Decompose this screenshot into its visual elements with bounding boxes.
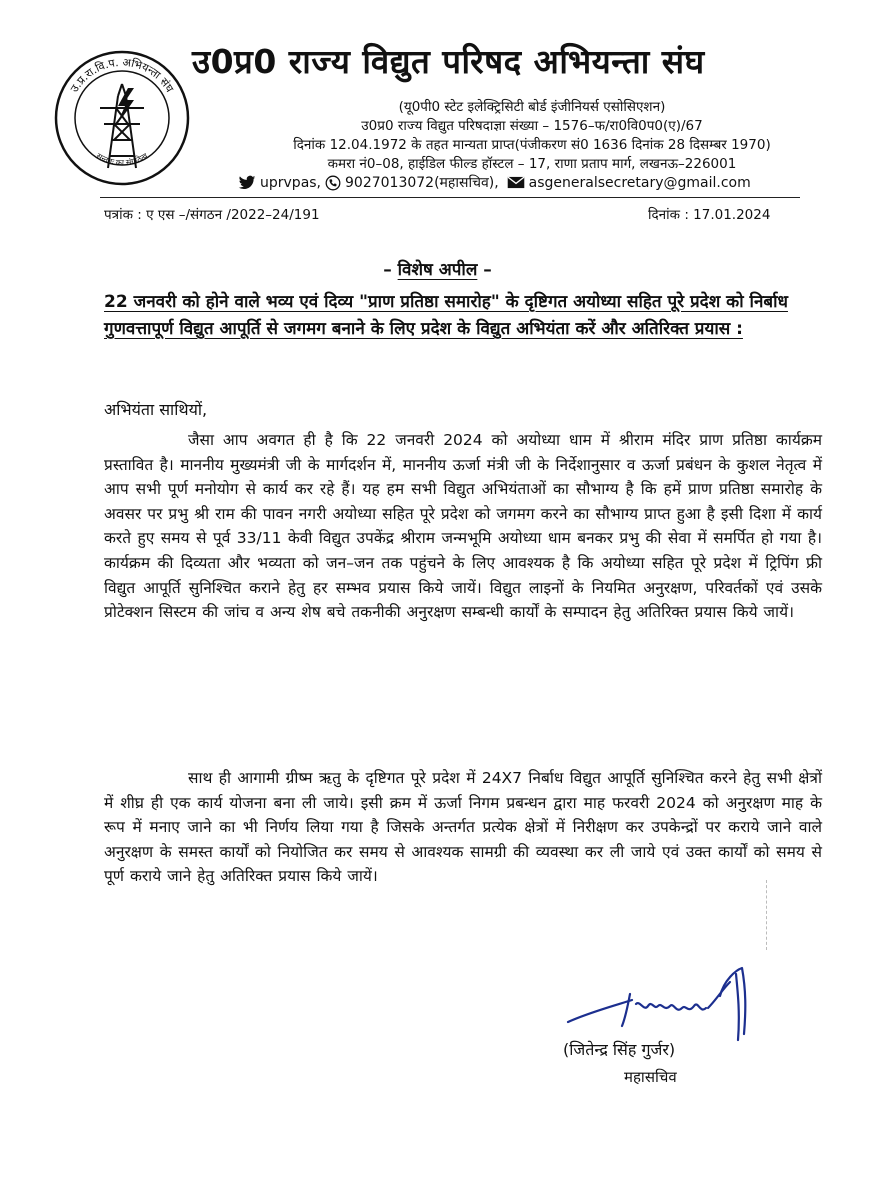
- twitter-icon: [238, 175, 256, 191]
- contact-row: [238, 173, 751, 192]
- subject-text: 22 जनवरी को होने वाले भव्य एवं दिव्य "प्राण प्रतिष्ठा समारोह" के दृष्टिगत अयोध्या सहित पूरे प्रदेश को निर्बाध गुणवत्तापूर्ण विद्युत आपूर्ति से जगमग बनाने के लिए प्रदेश के विद्युत अभियंता करें और अतिरिक्त प्रयास :: [104, 292, 788, 339]
- recognition-line: दिनांक 12.04.1972 के तहत मान्यता प्राप्त(पंजीकरण सं0 1636 दिनांक 28 दिसम्बर 1970): [293, 137, 771, 153]
- paragraph-1-text: जैसा आप अवगत ही है कि 22 जनवरी 2024 को अयोध्या धाम में श्रीराम मंदिर प्राण प्रतिष्ठा कार्यक्रम प्रस्तावित है। माननीय मुख्यमंत्री जी के मार्गदर्शन में, माननीय ऊर्जा मंत्री जी के निर्देशानुसार व ऊर्जा प्रबंधन के कुशल नेतृत्व में आप सभी पूर्ण मनोयोग से कार्य कर रहे हैं। यह हम सभी विद्युत अभियंताओं का सौभाग्य है कि हमें प्राण प्रतिष्ठा समारोह के अवसर पर प्रभु श्री राम की पावन नगरी अयोध्या सहित पूरे प्रदेश को जगमग करने का सौभाग्य प्राप्त हुआ है इसी दिशा में कार्य करते हुए समय से पूर्व 33/11 केवी विद्युत उपकेंद्र श्रीराम जन्मभूमि अयोध्या धाम बनकर प्रभु की सेवा में समर्पित हो गया है। कार्यक्रम की दिव्यता और भव्यता को जन–जन तक पहुंचने के लिए आवश्यक है कि अयोध्या सहित पूरे प्रदेश में ट्रिपिंग फ्री विद्युत आपूर्ति सुनिश्चित कराने हेतु हर सम्भव प्रयास किये जायें। विद्युत लाइनों के नियमित अनुरक्षण, परिवर्तकों एवं उसके प्रोटेक्शन सिस्टम की जांच व अन्य शेष बचे तकनीकी अनुरक्षण सम्बन्धी कार्यों के सम्पादन हेतु अतिरिक्त प्रयास किये जायें।: [104, 431, 822, 622]
- margin-mark: [766, 880, 767, 950]
- phone-icon: [325, 175, 341, 191]
- twitter-handle[interactable]: uprvpas,: [260, 174, 322, 191]
- letter-reference: पत्रांक : ए एस –/संगठन /2022–24/191: [104, 207, 320, 223]
- salutation: अभियंता साथियों,: [104, 400, 208, 419]
- body-paragraph-1: [104, 428, 822, 625]
- signer-name: (जितेन्द्र सिंह गुर्जर): [563, 1040, 676, 1059]
- email-address[interactable]: asgeneralsecretary@gmail.com: [528, 174, 751, 191]
- handwritten-signature: [560, 960, 770, 1050]
- letter-subject: [104, 289, 816, 343]
- logo-motto-text: सन्ततः का संगठित्व: [94, 151, 150, 168]
- title-dash-right: –: [483, 260, 492, 280]
- body-paragraph-2: [104, 766, 822, 889]
- letter-date: दिनांक : 17.01.2024: [648, 207, 771, 223]
- title-dash-left: –: [383, 260, 392, 280]
- logo-ring-text: उ.प्र.रा.वि.प. अभियन्ता संघ: [67, 55, 177, 95]
- letter-title: [0, 257, 875, 280]
- address-line: कमरा नं0–08, हाईडिल फील्ड हॉस्टल – 17, राणा प्रताप मार्ग, लखनऊ–226001: [327, 156, 737, 172]
- organization-english-name: (यू0पी0 स्टेट इलेक्ट्रिसिटी बोर्ड इंजीनियर्स एसोसिएशन): [398, 99, 666, 115]
- paragraph-2-text: साथ ही आगामी ग्रीष्म ऋतु के दृष्टिगत पूरे प्रदेश में 24X7 निर्बाध विद्युत आपूर्ति सुनिश्चित करने हेतु सभी क्षेत्रों में शीघ्र ही एक कार्य योजना बना ली जाये। इसी क्रम में ऊर्जा निगम प्रबन्धन द्वारा माह फरवरी 2024 को अनुरक्षण माह के रूप में मनाए जाने का भी निर्णय लिया गया है जिसके अन्तर्गत प्रत्येक क्षेत्रों में निरीक्षण कर उपकेन्द्रों पर कराये जाने वाले अनुरक्षण के समस्त कार्यों को नियोजित कर समय से आवश्यक सामग्री की व्यवस्था कर ली जाये एवं उक्त कार्यों को समय से पूर्ण कराये जाने हेतु अतिरिक्त प्रयास किये जायें।: [104, 769, 822, 886]
- association-logo: [52, 40, 192, 190]
- organization-name: उ0प्र0 राज्य विद्युत परिषद अभियन्ता संघ: [192, 42, 705, 81]
- phone-number[interactable]: 9027013072(महासचिव),: [345, 175, 499, 191]
- svg-text:सन्ततः का संगठित्व: [95, 151, 150, 167]
- email-icon: [507, 176, 525, 189]
- registration-line: उ0प्र0 राज्य विद्युत परिषदाज्ञा संख्या – 1576–फ/रा0वि0प0(ए)/67: [361, 118, 703, 134]
- header-divider: [100, 197, 800, 198]
- title-text: विशेष अपील: [397, 260, 478, 280]
- signer-designation: महासचिव: [624, 1068, 677, 1086]
